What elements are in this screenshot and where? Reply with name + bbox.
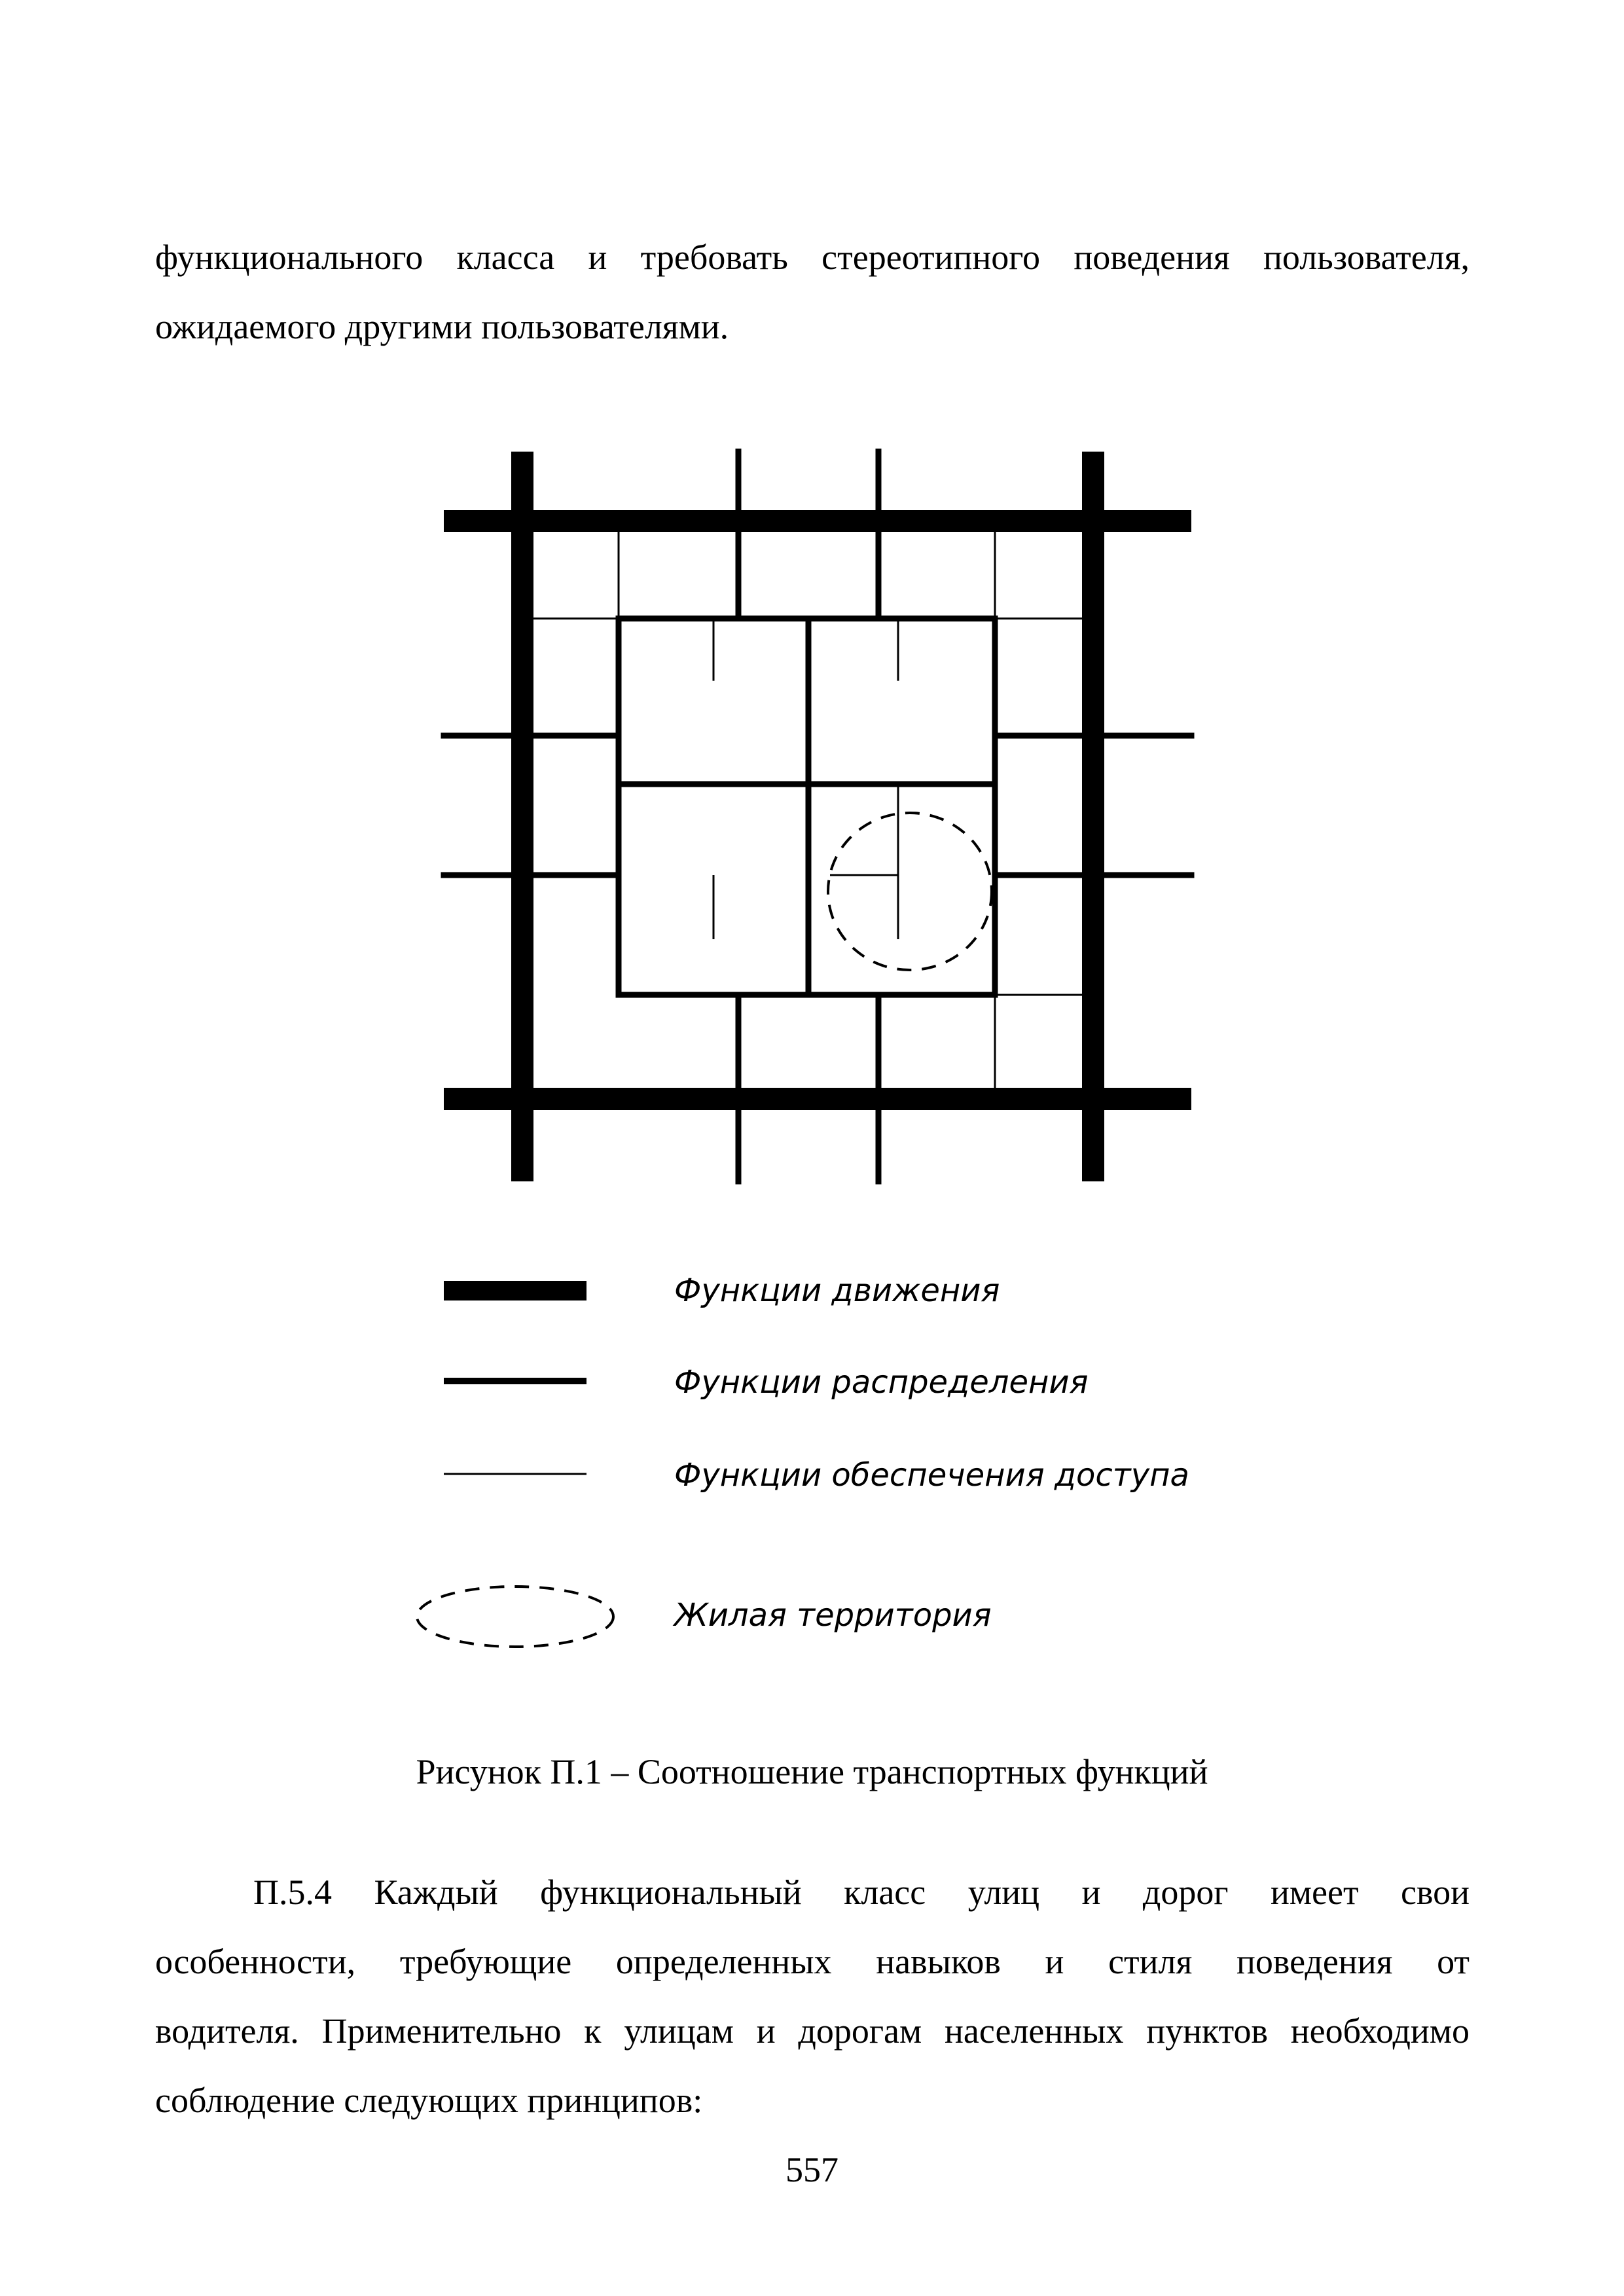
legend-movement-symbol: [444, 1281, 586, 1300]
movement-road-left: [511, 452, 533, 1181]
movement-road-bottom: [444, 1088, 1191, 1110]
residential-area: [828, 813, 992, 970]
section-line-2: особенности, требующие определенных навыков и стиля поведения от: [155, 1942, 1470, 1981]
section-line-4: соблюдение следующих принципов:: [155, 2081, 703, 2120]
intro-line-1: функционального класса и требовать стереотипного поведения пользователя,: [155, 238, 1470, 277]
legend-movement-label: Функции движения: [674, 1272, 1000, 1309]
section-line-1: П.5.4 Каждый функциональный класс улиц и дорог имеет свои: [253, 1873, 1470, 1912]
legend-residential-label: Жилая территория: [674, 1597, 992, 1634]
movement-road-right: [1082, 452, 1104, 1181]
movement-roads: [444, 452, 1191, 1181]
section-paragraph: [155, 1857, 1470, 2135]
page-number: 557: [785, 2150, 839, 2189]
intro-line-2: ожидаемого другими пользователями.: [155, 307, 729, 346]
legend: [417, 1281, 613, 1647]
movement-road-top: [444, 510, 1191, 532]
legend-access-label: Функции обеспечения доступа: [674, 1457, 1189, 1494]
legend-residential-symbol: [417, 1587, 613, 1647]
legend-distribution-label: Функции распределения: [674, 1364, 1089, 1401]
distribution-roads: [444, 452, 1191, 1181]
figure-caption: Рисунок П.1 – Соотношение транспортных функций: [416, 1752, 1208, 1791]
section-line-3: водителя. Применительно к улицам и дорогам населенных пунктов необходимо: [155, 2011, 1470, 2051]
